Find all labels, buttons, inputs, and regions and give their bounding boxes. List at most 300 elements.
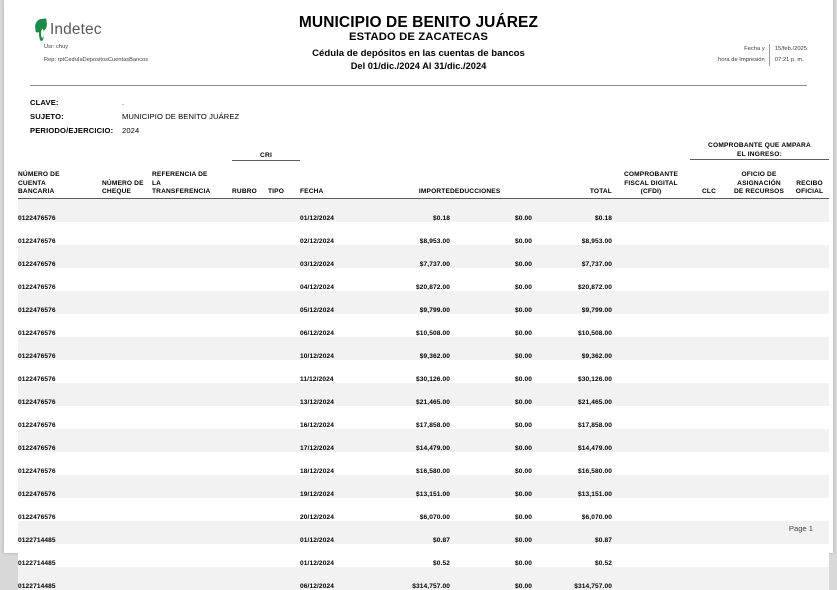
cell-ref bbox=[152, 498, 232, 521]
table-row bbox=[18, 337, 829, 360]
page-subtitle: ESTADO DE ZACATECAS bbox=[349, 31, 488, 43]
cell-ref bbox=[152, 245, 232, 268]
cell-cfdi bbox=[612, 383, 690, 406]
cell-total: $314,757.00 bbox=[532, 567, 612, 590]
col-header-clc: CLC bbox=[701, 188, 716, 196]
cell-total: $14,479.00 bbox=[532, 429, 612, 452]
cell-oficio bbox=[728, 314, 790, 337]
table-head bbox=[18, 141, 829, 198]
cell-tipo bbox=[268, 198, 300, 222]
table-row bbox=[18, 475, 829, 498]
cell-cheque bbox=[102, 429, 152, 452]
user-line: Usr: chuy bbox=[44, 44, 69, 50]
meta-block bbox=[30, 96, 239, 138]
cell-ref bbox=[152, 429, 232, 452]
cell-cheque bbox=[102, 475, 152, 498]
cell-tipo bbox=[268, 222, 300, 245]
cell-deducciones: $0.00 bbox=[450, 406, 532, 429]
cell-rubro bbox=[232, 544, 268, 567]
cell-cuenta: 0122714485 bbox=[18, 521, 102, 544]
column-header-row bbox=[18, 160, 829, 197]
cell-tipo bbox=[268, 544, 300, 567]
header-divider bbox=[30, 85, 807, 86]
cell-importe: $13,151.00 bbox=[358, 475, 450, 498]
cell-tipo bbox=[268, 314, 300, 337]
group-header-comprobante bbox=[690, 141, 829, 160]
cell-clc bbox=[690, 383, 728, 406]
cell-cfdi bbox=[612, 268, 690, 291]
col-header-cheque-l2: CHEQUE bbox=[102, 188, 132, 196]
col-header-deducciones: DEDUCCIONES bbox=[450, 188, 501, 196]
cell-fecha: 06/12/2024 bbox=[300, 314, 358, 337]
col-header-cfdi-l3: (CFDI) bbox=[640, 188, 662, 196]
cell-cheque bbox=[102, 521, 152, 544]
cell-cuenta: 0122476576 bbox=[18, 268, 102, 291]
cell-cfdi bbox=[612, 475, 690, 498]
meta-label-periodo: PERIODO/EJERCICIO: bbox=[30, 126, 114, 135]
cell-ref bbox=[152, 314, 232, 337]
col-header-referencia-l1: REFERENCIA DE bbox=[152, 171, 208, 179]
cell-importe: $14,479.00 bbox=[358, 429, 450, 452]
cell-oficio bbox=[728, 429, 790, 452]
cell-total: $10,508.00 bbox=[532, 314, 612, 337]
cell-deducciones: $0.00 bbox=[450, 268, 532, 291]
col-header-importe: IMPORTE bbox=[418, 188, 450, 196]
cell-clc bbox=[690, 245, 728, 268]
cell-total: $20,872.00 bbox=[532, 268, 612, 291]
cell-clc bbox=[690, 268, 728, 291]
cell-deducciones: $0.00 bbox=[450, 521, 532, 544]
cell-tipo bbox=[268, 360, 300, 383]
table-row bbox=[18, 268, 829, 291]
cell-recibo bbox=[790, 198, 829, 222]
col-header-referencia-l2: LA bbox=[152, 179, 162, 187]
cell-cfdi bbox=[612, 222, 690, 245]
cell-cuenta: 0122476576 bbox=[18, 498, 102, 521]
cell-fecha: 01/12/2024 bbox=[300, 544, 358, 567]
cell-clc bbox=[690, 198, 728, 222]
cell-fecha: 18/12/2024 bbox=[300, 452, 358, 475]
cell-ref bbox=[152, 544, 232, 567]
cell-oficio bbox=[728, 360, 790, 383]
cell-deducciones: $0.00 bbox=[450, 429, 532, 452]
cell-cuenta: 0122476576 bbox=[18, 429, 102, 452]
group-header-comprobante-line2: EL INGRESO: bbox=[690, 150, 829, 160]
cell-importe: $0.87 bbox=[358, 521, 450, 544]
col-header-tipo: TIPO bbox=[268, 188, 284, 196]
cell-deducciones: $0.00 bbox=[450, 544, 532, 567]
cell-rubro bbox=[232, 498, 268, 521]
cell-oficio bbox=[728, 475, 790, 498]
cell-rubro bbox=[232, 268, 268, 291]
cell-clc bbox=[690, 429, 728, 452]
cell-tipo bbox=[268, 291, 300, 314]
cell-cuenta: 0122476576 bbox=[18, 475, 102, 498]
col-header-oficio-l1: OFICIO DE bbox=[741, 171, 777, 179]
cell-tipo bbox=[268, 498, 300, 521]
cell-oficio bbox=[728, 567, 790, 590]
cell-fecha: 17/12/2024 bbox=[300, 429, 358, 452]
cell-cfdi bbox=[612, 544, 690, 567]
cell-clc bbox=[690, 544, 728, 567]
cell-cfdi bbox=[612, 567, 690, 590]
cell-cfdi bbox=[612, 337, 690, 360]
cell-total: $30,126.00 bbox=[532, 360, 612, 383]
cell-total: $0.87 bbox=[532, 521, 612, 544]
cell-cheque bbox=[102, 314, 152, 337]
cell-importe: $9,362.00 bbox=[358, 337, 450, 360]
cell-deducciones: $0.00 bbox=[450, 498, 532, 521]
cell-recibo bbox=[790, 337, 829, 360]
cell-cuenta: 0122714485 bbox=[18, 544, 102, 567]
cell-importe: $17,858.00 bbox=[358, 406, 450, 429]
cell-importe: $8,953.00 bbox=[358, 222, 450, 245]
print-date-label: Fecha y bbox=[744, 46, 765, 52]
meta-label-clave: CLAVE: bbox=[30, 98, 59, 107]
cell-deducciones: $0.00 bbox=[450, 567, 532, 590]
cell-deducciones: $0.00 bbox=[450, 475, 532, 498]
cell-total: $9,799.00 bbox=[532, 291, 612, 314]
cell-fecha: 01/12/2024 bbox=[300, 521, 358, 544]
table-row bbox=[18, 429, 829, 452]
cell-cheque bbox=[102, 406, 152, 429]
cell-cuenta: 0122476576 bbox=[18, 337, 102, 360]
cell-clc bbox=[690, 452, 728, 475]
cell-cuenta: 0122476576 bbox=[18, 360, 102, 383]
cell-importe: $0.18 bbox=[358, 198, 450, 222]
cell-total: $6,070.00 bbox=[532, 498, 612, 521]
cell-cheque bbox=[102, 567, 152, 590]
cell-recibo bbox=[790, 222, 829, 245]
cell-fecha: 10/12/2024 bbox=[300, 337, 358, 360]
cell-oficio bbox=[728, 268, 790, 291]
cell-ref bbox=[152, 198, 232, 222]
cell-clc bbox=[690, 406, 728, 429]
cell-fecha: 02/12/2024 bbox=[300, 222, 358, 245]
print-date-value: 15/feb./2025 bbox=[774, 46, 807, 52]
cell-tipo bbox=[268, 429, 300, 452]
cell-clc bbox=[690, 291, 728, 314]
cell-cfdi bbox=[612, 198, 690, 222]
cell-tipo bbox=[268, 567, 300, 590]
cell-tipo bbox=[268, 383, 300, 406]
cell-recibo bbox=[790, 544, 829, 567]
cell-recibo bbox=[790, 268, 829, 291]
col-header-total: TOTAL bbox=[589, 188, 612, 196]
cell-importe: $21,465.00 bbox=[358, 383, 450, 406]
cell-oficio bbox=[728, 198, 790, 222]
cell-importe: $7,737.00 bbox=[358, 245, 450, 268]
cell-cuenta: 0122476576 bbox=[18, 314, 102, 337]
col-header-cheque-l1: NÚMERO DE bbox=[102, 179, 144, 187]
page-number: Page 1 bbox=[788, 524, 813, 533]
cell-cheque bbox=[102, 360, 152, 383]
cell-deducciones: $0.00 bbox=[450, 245, 532, 268]
report-header bbox=[18, 0, 819, 78]
cell-oficio bbox=[728, 452, 790, 475]
meta-row-clave bbox=[30, 96, 239, 110]
cell-tipo bbox=[268, 521, 300, 544]
brand-name: Indetec bbox=[50, 21, 102, 38]
print-time-value: 07:21 p. m. bbox=[774, 57, 804, 63]
cell-cuenta: 0122476576 bbox=[18, 406, 102, 429]
cell-recibo bbox=[790, 567, 829, 590]
cell-cfdi bbox=[612, 360, 690, 383]
cell-oficio bbox=[728, 383, 790, 406]
cell-cuenta: 0122476576 bbox=[18, 452, 102, 475]
cell-clc bbox=[690, 314, 728, 337]
cell-rubro bbox=[232, 383, 268, 406]
cell-cheque bbox=[102, 383, 152, 406]
cell-clc bbox=[690, 222, 728, 245]
cell-fecha: 13/12/2024 bbox=[300, 383, 358, 406]
cell-cheque bbox=[102, 245, 152, 268]
cell-cfdi bbox=[612, 406, 690, 429]
table-row bbox=[18, 452, 829, 475]
meta-value-clave: . bbox=[122, 98, 125, 107]
cell-fecha: 19/12/2024 bbox=[300, 475, 358, 498]
table-row bbox=[18, 521, 829, 544]
table-row bbox=[18, 222, 829, 245]
cell-importe: $16,580.00 bbox=[358, 452, 450, 475]
meta-value-sujeto: MUNICIPIO DE BENITO JUÁREZ bbox=[122, 112, 240, 121]
cell-ref bbox=[152, 383, 232, 406]
title-block bbox=[18, 14, 819, 72]
cell-recibo bbox=[790, 498, 829, 521]
deposits-table-wrapper bbox=[18, 141, 824, 590]
cell-ref bbox=[152, 521, 232, 544]
cell-recibo bbox=[790, 406, 829, 429]
cell-importe: $314,757.00 bbox=[358, 567, 450, 590]
table-row bbox=[18, 291, 829, 314]
page-title: MUNICIPIO DE BENITO JUÁREZ bbox=[298, 14, 539, 31]
cell-rubro bbox=[232, 452, 268, 475]
report-page bbox=[4, 0, 833, 590]
cell-cuenta: 0122476576 bbox=[18, 222, 102, 245]
cell-importe: $9,799.00 bbox=[358, 291, 450, 314]
col-header-cfdi bbox=[612, 160, 690, 197]
cell-importe: $0.52 bbox=[358, 544, 450, 567]
cell-ref bbox=[152, 291, 232, 314]
col-header-rubro: RUBRO bbox=[232, 188, 257, 196]
cell-clc bbox=[690, 498, 728, 521]
report-period: Del 01/dic./2024 Al 31/dic./2024 bbox=[350, 61, 487, 71]
col-header-oficio-l2: ASIGNACIÓN bbox=[737, 179, 781, 187]
cell-tipo bbox=[268, 245, 300, 268]
cell-deducciones: $0.00 bbox=[450, 452, 532, 475]
cell-ref bbox=[152, 337, 232, 360]
group-header-cri: CRI bbox=[232, 141, 300, 160]
cell-deducciones: $0.00 bbox=[450, 360, 532, 383]
cell-cfdi bbox=[612, 498, 690, 521]
cell-cheque bbox=[102, 337, 152, 360]
cell-recibo bbox=[790, 314, 829, 337]
col-header-recibo-l2: OFICIAL bbox=[795, 188, 824, 196]
cell-cfdi bbox=[612, 314, 690, 337]
meta-label-sujeto: SUJETO: bbox=[30, 112, 64, 121]
cell-recibo bbox=[790, 452, 829, 475]
cell-oficio bbox=[728, 291, 790, 314]
col-header-fecha: FECHA bbox=[300, 188, 324, 196]
cell-rubro bbox=[232, 314, 268, 337]
table-row bbox=[18, 245, 829, 268]
cell-ref bbox=[152, 475, 232, 498]
meta-value-periodo: 2024 bbox=[122, 126, 140, 135]
cell-tipo bbox=[268, 475, 300, 498]
cell-tipo bbox=[268, 406, 300, 429]
table-row bbox=[18, 314, 829, 337]
cell-total: $8,953.00 bbox=[532, 222, 612, 245]
group-header-comprobante-line1: COMPROBANTE QUE AMPARA bbox=[708, 142, 811, 149]
cell-cheque bbox=[102, 291, 152, 314]
cell-oficio bbox=[728, 498, 790, 521]
cell-deducciones: $0.00 bbox=[450, 383, 532, 406]
cell-fecha: 06/12/2024 bbox=[300, 567, 358, 590]
col-header-cuenta bbox=[18, 160, 102, 197]
cell-deducciones: $0.00 bbox=[450, 222, 532, 245]
cell-tipo bbox=[268, 452, 300, 475]
table-row bbox=[18, 198, 829, 222]
table-row bbox=[18, 544, 829, 567]
cell-fecha: 20/12/2024 bbox=[300, 498, 358, 521]
cell-fecha: 04/12/2024 bbox=[300, 268, 358, 291]
cell-fecha: 11/12/2024 bbox=[300, 360, 358, 383]
cell-deducciones: $0.00 bbox=[450, 291, 532, 314]
cell-cuenta: 0122476576 bbox=[18, 291, 102, 314]
report-id-line: Rep: rptCeduIaDepositosCuentasBancos bbox=[44, 57, 149, 63]
cell-cuenta: 0122476576 bbox=[18, 383, 102, 406]
cell-total: $0.52 bbox=[532, 544, 612, 567]
meta-row-periodo bbox=[30, 124, 239, 138]
col-header-recibo-l1: RECIBO bbox=[796, 179, 823, 187]
col-header-cuenta-l1: NÚMERO DE bbox=[18, 171, 60, 179]
cell-clc bbox=[690, 337, 728, 360]
col-header-cheque bbox=[102, 160, 152, 197]
cell-cheque bbox=[102, 544, 152, 567]
table-row bbox=[18, 567, 829, 590]
cell-tipo bbox=[268, 337, 300, 360]
cell-importe: $20,872.00 bbox=[358, 268, 450, 291]
cell-cheque bbox=[102, 222, 152, 245]
cell-oficio bbox=[728, 337, 790, 360]
cell-deducciones: $0.00 bbox=[450, 198, 532, 222]
table-body bbox=[18, 198, 829, 590]
cell-rubro bbox=[232, 245, 268, 268]
cell-ref bbox=[152, 360, 232, 383]
cell-clc bbox=[690, 360, 728, 383]
print-time-label: hora de Impresión bbox=[718, 57, 765, 63]
group-header-row bbox=[18, 141, 829, 160]
col-header-recibo bbox=[790, 160, 829, 197]
table-row bbox=[18, 360, 829, 383]
cell-fecha: 16/12/2024 bbox=[300, 406, 358, 429]
cell-importe: $30,126.00 bbox=[358, 360, 450, 383]
cell-ref bbox=[152, 268, 232, 291]
cell-oficio bbox=[728, 245, 790, 268]
cell-cfdi bbox=[612, 291, 690, 314]
cell-oficio bbox=[728, 406, 790, 429]
col-header-oficio bbox=[728, 160, 790, 197]
cell-rubro bbox=[232, 521, 268, 544]
cell-clc bbox=[690, 475, 728, 498]
cell-cfdi bbox=[612, 429, 690, 452]
cell-cuenta: 0122476576 bbox=[18, 198, 102, 222]
cell-oficio bbox=[728, 544, 790, 567]
cell-cheque bbox=[102, 498, 152, 521]
cell-ref bbox=[152, 406, 232, 429]
cell-rubro bbox=[232, 291, 268, 314]
cell-fecha: 05/12/2024 bbox=[300, 291, 358, 314]
cell-rubro bbox=[232, 567, 268, 590]
cell-deducciones: $0.00 bbox=[450, 337, 532, 360]
col-header-oficio-l3: DE RECURSOS bbox=[733, 188, 784, 196]
col-header-referencia-l3: TRANSFERENCIA bbox=[152, 188, 211, 196]
col-header-referencia bbox=[152, 160, 232, 197]
cell-total: $7,737.00 bbox=[532, 245, 612, 268]
cell-clc bbox=[690, 521, 728, 544]
cell-rubro bbox=[232, 429, 268, 452]
cell-clc bbox=[690, 567, 728, 590]
cell-rubro bbox=[232, 406, 268, 429]
cell-total: $9,362.00 bbox=[532, 337, 612, 360]
cell-oficio bbox=[728, 521, 790, 544]
cell-fecha: 01/12/2024 bbox=[300, 198, 358, 222]
cell-rubro bbox=[232, 337, 268, 360]
cell-recibo bbox=[790, 383, 829, 406]
meta-row-sujeto bbox=[30, 110, 239, 124]
cell-recibo bbox=[790, 475, 829, 498]
cell-cheque bbox=[102, 198, 152, 222]
cell-cuenta: 0122714485 bbox=[18, 567, 102, 590]
col-header-cuenta-l3: BANCARIA bbox=[18, 188, 55, 196]
col-header-cuenta-l2: CUENTA bbox=[18, 179, 46, 187]
cell-rubro bbox=[232, 198, 268, 222]
cell-recibo bbox=[790, 429, 829, 452]
cell-cfdi bbox=[612, 452, 690, 475]
cell-rubro bbox=[232, 222, 268, 245]
table-row bbox=[18, 383, 829, 406]
cell-recibo bbox=[790, 291, 829, 314]
cell-cheque bbox=[102, 452, 152, 475]
col-header-cfdi-l1: COMPROBANTE bbox=[623, 171, 679, 179]
cell-tipo bbox=[268, 268, 300, 291]
brand-logo bbox=[34, 19, 102, 41]
cell-total: $21,465.00 bbox=[532, 383, 612, 406]
cell-ref bbox=[152, 452, 232, 475]
table-row bbox=[18, 498, 829, 521]
cell-total: $0.18 bbox=[532, 198, 612, 222]
cell-recibo bbox=[790, 360, 829, 383]
cell-importe: $10,508.00 bbox=[358, 314, 450, 337]
cell-fecha: 03/12/2024 bbox=[300, 245, 358, 268]
cell-total: $16,580.00 bbox=[532, 452, 612, 475]
deposits-table bbox=[18, 141, 829, 590]
cell-cfdi bbox=[612, 521, 690, 544]
col-header-cfdi-l2: FISCAL DIGITAL bbox=[624, 179, 678, 187]
leaf-icon bbox=[34, 19, 49, 41]
cell-deducciones: $0.00 bbox=[450, 314, 532, 337]
report-description: Cédula de depósitos en las cuentas de bancos bbox=[312, 48, 525, 59]
cell-total: $17,858.00 bbox=[532, 406, 612, 429]
cell-rubro bbox=[232, 475, 268, 498]
cell-ref bbox=[152, 222, 232, 245]
cell-recibo bbox=[790, 245, 829, 268]
cell-ref bbox=[152, 567, 232, 590]
cell-cfdi bbox=[612, 245, 690, 268]
cell-importe: $6,070.00 bbox=[358, 498, 450, 521]
print-stamp bbox=[718, 44, 807, 66]
table-row bbox=[18, 406, 829, 429]
